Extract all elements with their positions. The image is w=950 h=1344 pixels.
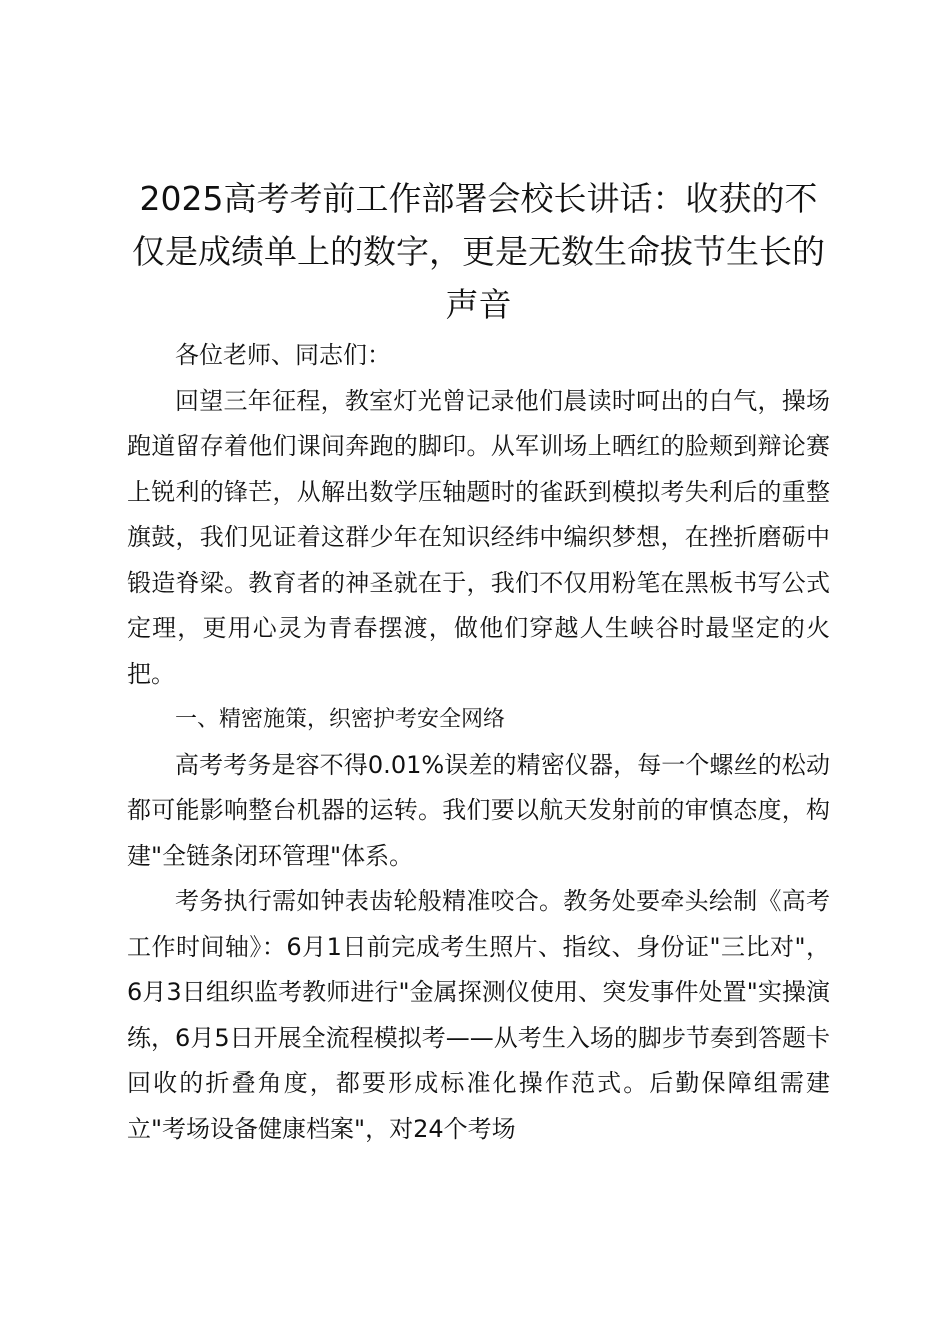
intro-paragraph: 回望三年征程，教室灯光曾记录他们晨读时呵出的白气，操场跑道留存着他们课间奔跑的脚印。从军训场上晒红的脸颊到辩论赛上锐利的锋芒，从解出数学压轴题时的雀跃到模拟考失利后的重整旗鼓，我们见证着这群少年在知识经纬中编织梦想，在挫折磨砺中锻造脊梁。教育者的神圣就在于，我们不仅用粉笔在黑板书写公式定理，更用心灵为青春摆渡，做他们穿越人生峡谷时最坚定的火把。 (127, 386, 830, 688)
salutation: 各位老师、同志们： (175, 341, 391, 369)
document-title: 2025高考考前工作部署会校长讲话：收获的不仅是成绩单上的数字，更是无数生命拔节生长的声音 (132, 179, 825, 324)
section-heading: 一、精密施策，织密护考安全网络 (175, 707, 506, 732)
section-paragraph: 考务执行需如钟表齿轮般精准咬合。教务处要牵头绘制《高考工作时间轴》：6月1日前完成考生照片、指纹、身份证"三比对"，6月3日组织监考教师进行"金属探测仪使用、突发事件处置"实操演练，6月5日开展全流程模拟考——从考生入场的脚步节奏到答题卡回收的折叠角度，都要形成标准化操作范式。后勤保障组需建立"考场设备健康档案"，对24个考场 (127, 887, 830, 1143)
document-body (127, 172, 830, 1152)
section-paragraph: 高考考务是容不得0.01%误差的精密仪器，每一个螺丝的松动都可能影响整台机器的运转。我们要以航天发射前的审慎态度，构建"全链条闭环管理"体系。 (127, 750, 830, 870)
